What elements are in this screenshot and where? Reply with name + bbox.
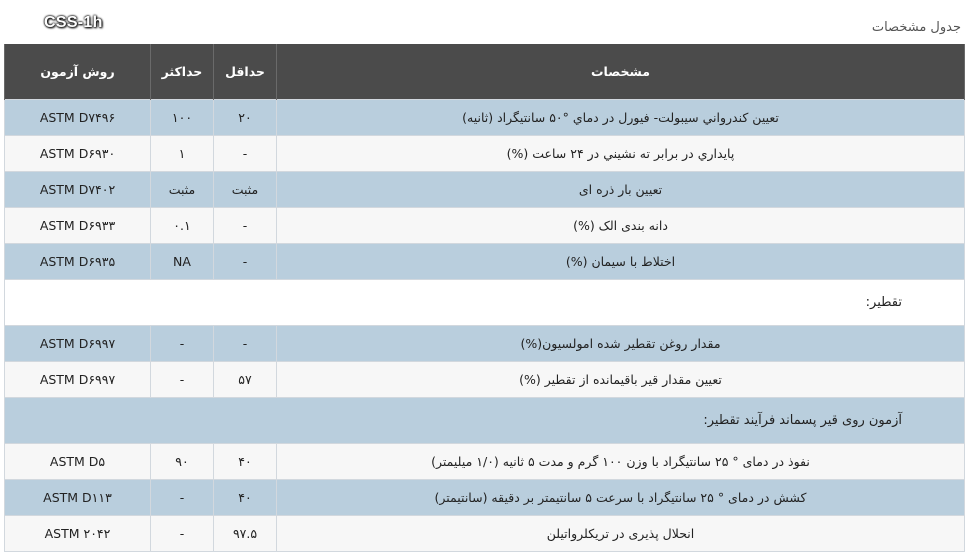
header-spec: مشخصات [277,44,965,100]
max-cell: ۹۰ [151,444,214,480]
method-cell: ASTM D۷۴۹۶ [5,100,151,136]
table-row [5,208,965,244]
table-row [5,362,965,398]
method-cell: ASTM D۶۹۹۷ [5,326,151,362]
min-cell: ۵۷ [214,362,277,398]
method-cell: ASTM ۲۰۴۲ [5,516,151,552]
section-heading: تقطیر: [5,280,965,326]
spec-cell: تعيين كندرواني سيبولت- فيورل در دماي °۵۰ سانتيگراد (ثانيه) [277,100,965,136]
max-cell: - [151,516,214,552]
section-row-distillation [5,280,965,326]
table-caption: جدول مشخصات [871,20,961,35]
max-cell: ۱ [151,136,214,172]
table-row [5,100,965,136]
spec-cell: مقدار روغن تقطیر شده امولسیون(%) [277,326,965,362]
min-cell: مثبت [214,172,277,208]
method-cell: ASTM D۶۹۳۰ [5,136,151,172]
max-cell: ۱۰۰ [151,100,214,136]
min-cell: - [214,208,277,244]
max-cell: NA [151,244,214,280]
product-code-badge: CSS-1h [44,14,103,31]
method-cell: ASTM D۶۹۳۳ [5,208,151,244]
min-cell: ۴۰ [214,480,277,516]
method-cell: ASTM D۵ [5,444,151,480]
method-cell: ASTM D۷۴۰۲ [5,172,151,208]
min-cell: ۹۷.۵ [214,516,277,552]
max-cell: - [151,326,214,362]
spec-cell: نفوذ در دمای ° ۲۵ سانتیگراد با وزن ۱۰۰ گرم و مدت ۵ ثانیه (۱/۰ میلیمتر) [277,444,965,480]
table-row [5,136,965,172]
header-min: حداقل [214,44,277,100]
table-header-row [5,44,965,100]
spec-cell: پايداري در برابر ته نشيني در ۲۴ ساعت (%) [277,136,965,172]
table-row [5,172,965,208]
table-row [5,480,965,516]
max-cell: - [151,480,214,516]
method-cell: ASTM D۱۱۳ [5,480,151,516]
table-row [5,244,965,280]
method-cell: ASTM D۶۹۳۵ [5,244,151,280]
min-cell: ۴۰ [214,444,277,480]
table-row [5,444,965,480]
spec-cell: اختلاط با سیمان (%) [277,244,965,280]
min-cell: ۲۰ [214,100,277,136]
spec-cell: دانه بندی الک (%) [277,208,965,244]
max-cell: - [151,362,214,398]
section-heading: آزمون روی قیر پسماند فرآیند تقطیر: [5,398,965,444]
min-cell: - [214,326,277,362]
header-test-method: روش آزمون [5,44,151,100]
table-row [5,326,965,362]
spec-cell: تعیین بار ذره ای [277,172,965,208]
max-cell: ۰.۱ [151,208,214,244]
max-cell: مثبت [151,172,214,208]
min-cell: - [214,244,277,280]
table-row [5,516,965,552]
specifications-table [4,44,965,552]
spec-cell: تعیین مقدار قیر باقیمانده از تقطیر (%) [277,362,965,398]
header-max: حداكثر [151,44,214,100]
section-row-residue-tests [5,398,965,444]
spec-cell: کشش در دمای ° ۲۵ سانتیگراد با سرعت ۵ سانتیمتر بر دقیقه (سانتیمتر) [277,480,965,516]
min-cell: - [214,136,277,172]
method-cell: ASTM D۶۹۹۷ [5,362,151,398]
spec-cell: انحلال پذیری در تریکلرواتیلن [277,516,965,552]
